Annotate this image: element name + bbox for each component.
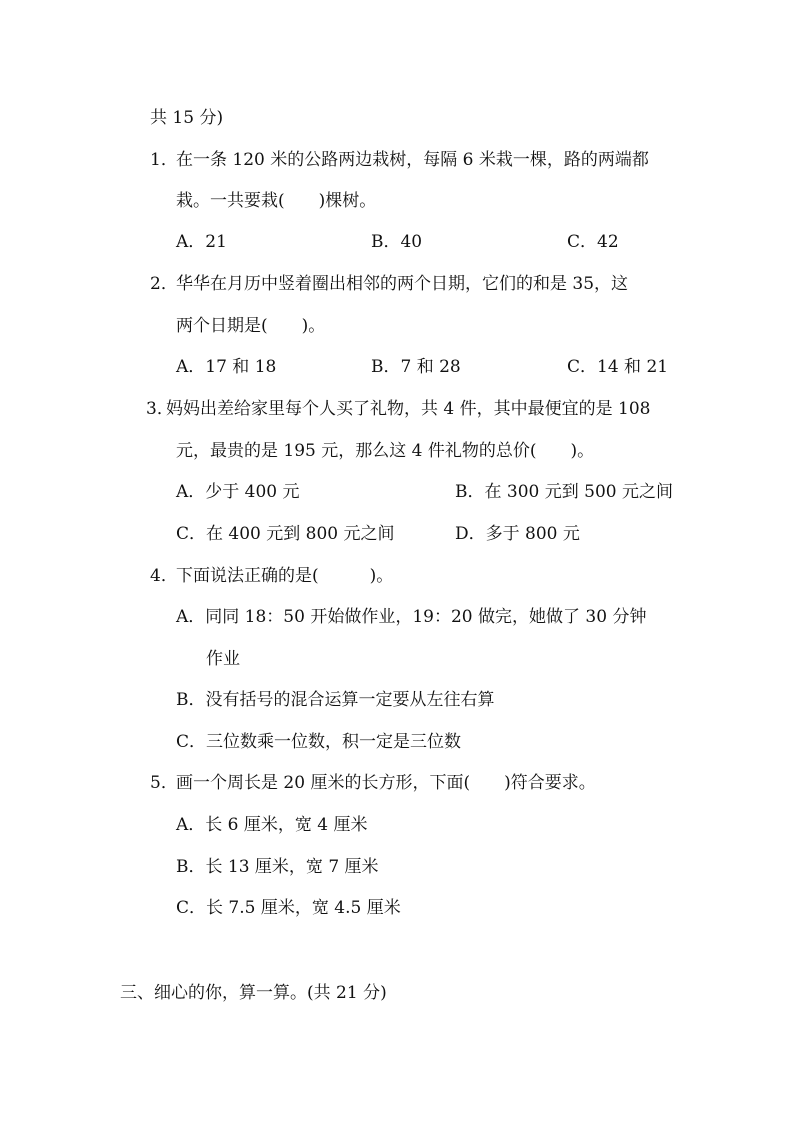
question-5-number: 5． [150, 773, 178, 793]
question-3-options-row-2 [0, 524, 794, 544]
question-4-option-c: C．三位数乘一位数，积一定是三位数 [176, 732, 462, 752]
question-3-option-b: B．在 300 元到 500 元之间 [455, 482, 674, 502]
question-2-text-line-2: 两个日期是( )。 [176, 316, 326, 336]
question-1-options [0, 232, 794, 252]
question-1-option-b: B．40 [371, 232, 423, 252]
question-3-options-row-1 [0, 482, 794, 502]
question-3-text-line-2: 元，最贵的是 195 元，那么这 4 件礼物的总价( )。 [176, 441, 595, 461]
question-1-option-c: C．42 [567, 232, 619, 252]
question-5-option-b: B．长 13 厘米，宽 7 厘米 [176, 857, 379, 877]
question-1-option-a: A．21 [176, 232, 227, 252]
question-4-option-b: B．没有括号的混合运算一定要从左往右算 [176, 690, 495, 710]
question-5-text-line-1: 画一个周长是 20 厘米的长方形，下面( )符合要求。 [176, 773, 596, 793]
question-1-text-line-1: 在一条 120 米的公路两边栽树，每隔 6 米栽一棵，路的两端都 [176, 150, 649, 170]
question-3-option-d: D．多于 800 元 [455, 524, 580, 544]
question-2-options [0, 357, 794, 377]
question-4-option-a-continued: 作业 [206, 649, 240, 669]
section-three-heading: 三、细心的你，算一算。(共 21 分) [120, 983, 387, 1003]
question-3-option-a: A．少于 400 元 [176, 482, 300, 502]
question-4-number: 4． [150, 566, 178, 586]
section-two-score-tail: 共 15 分) [150, 108, 224, 128]
question-2-option-a: A．17 和 18 [176, 357, 277, 377]
question-4-option-a: A．同同 18：50 开始做作业，19：20 做完，她做了 30 分钟 [176, 607, 647, 627]
question-2-option-b: B．7 和 28 [371, 357, 461, 377]
question-3-number: 3． [146, 399, 174, 419]
question-3-text-line-1: 妈妈出差给家里每个人买了礼物，共 4 件，其中最便宜的是 108 [166, 399, 651, 419]
question-5-option-a: A．长 6 厘米，宽 4 厘米 [176, 815, 368, 835]
question-2-option-c: C．14 和 21 [567, 357, 669, 377]
question-3-option-c: C．在 400 元到 800 元之间 [176, 524, 395, 544]
question-4-text-line-1: 下面说法正确的是( )。 [176, 566, 394, 586]
question-1-text-line-2: 栽。一共要栽( )棵树。 [176, 191, 377, 211]
question-1-number: 1． [150, 150, 178, 170]
question-5-option-c: C．长 7.5 厘米，宽 4.5 厘米 [176, 898, 401, 918]
question-2-text-line-1: 华华在月历中竖着圈出相邻的两个日期，它们的和是 35，这 [176, 274, 629, 294]
question-2-number: 2． [150, 274, 178, 294]
